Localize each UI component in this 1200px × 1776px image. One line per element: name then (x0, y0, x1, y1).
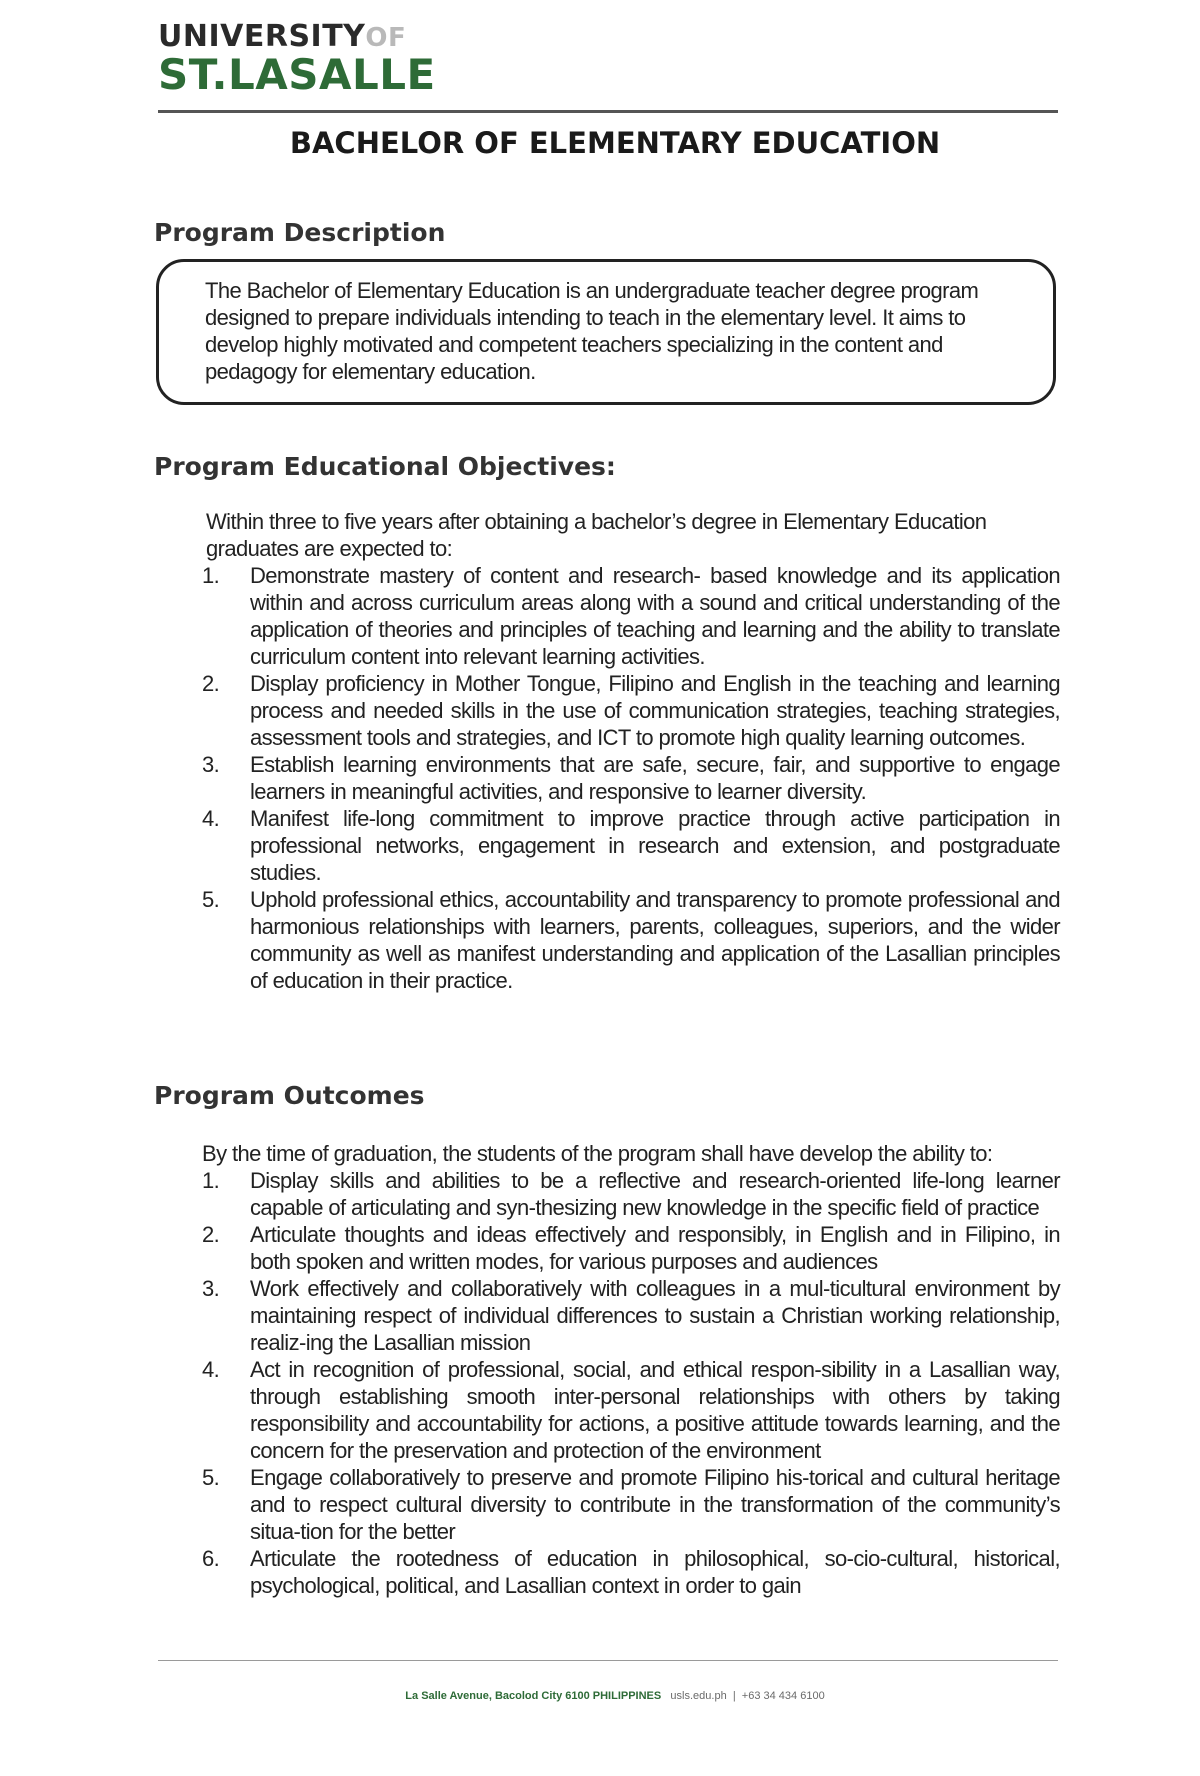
outcomes-intro: By the time of graduation, the students of the program shall have develop the ability to: (202, 1141, 993, 1166)
outcome-text: Work effectively and collaboratively with colleagues in a mul-ticultural environment by maintaining respect of individual differences to sustain a Christian working relationship, realiz-ing the Lasallian mission (250, 1276, 1060, 1355)
list-number: 5. (202, 887, 220, 912)
list-number: 1. (202, 563, 220, 588)
outcome-item (202, 1464, 1060, 1545)
header-divider (158, 110, 1058, 113)
list-number: 6. (202, 1546, 220, 1571)
objective-text: Demonstrate mastery of content and research- based knowledge and its application within and across curriculum areas along with a sound and critical understanding of the application of theories and principles of teaching and learning and the ability to translate curriculum content into relevant learning activities. (250, 563, 1060, 669)
document-title: BACHELOR OF ELEMENTARY EDUCATION (289, 126, 941, 160)
outcomes-list (202, 1167, 1060, 1599)
footer-address: La Salle Avenue, Bacolod City 6100 PHILIPPINES (405, 1690, 662, 1702)
objectives-list (202, 562, 1060, 994)
objective-text: Display proficiency in Mother Tongue, Filipino and English in the teaching and learning process and needed skills in the use of communication strategies, teaching strategies, assessment tools and strategies, and ICT to promote high quality learning outcomes. (250, 671, 1060, 750)
outcome-text: Engage collaboratively to preserve and promote Filipino his-torical and cultural heritage and to respect cultural diversity to contribute in the transformation of the community’s situa-tion for the better (250, 1465, 1060, 1544)
list-number: 5. (202, 1465, 220, 1490)
objective-item (202, 886, 1060, 994)
outcome-item (202, 1167, 1060, 1221)
footer-website: usls.edu.ph (670, 1690, 727, 1702)
outcome-item (202, 1356, 1060, 1464)
footer-divider (158, 1660, 1058, 1661)
objective-item (202, 805, 1060, 886)
outcome-item (202, 1275, 1060, 1356)
objective-text: Manifest life-long commitment to improve practice through active participation in professional networks, engagement in research and extension, and postgraduate studies. (250, 806, 1060, 885)
program-description-box (156, 259, 1056, 405)
objectives-heading: Program Educational Objectives: (154, 452, 616, 481)
objective-text: Establish learning environments that are safe, secure, fair, and supportive to engage learners in meaningful activities, and responsive to learner diversity. (250, 752, 1060, 804)
list-number: 2. (202, 1222, 220, 1247)
objectives-intro: Within three to five years after obtaining a bachelor’s degree in Elementary Education graduates are expected to: (206, 509, 987, 561)
list-number: 2. (202, 671, 220, 696)
list-number: 4. (202, 1357, 220, 1382)
outcome-item (202, 1221, 1060, 1275)
list-number: 4. (202, 806, 220, 831)
program-description-heading: Program Description (154, 218, 446, 247)
outcomes-heading: Program Outcomes (154, 1081, 425, 1110)
logo-university-text: UNIVERSITY (158, 19, 366, 54)
list-number: 3. (202, 752, 220, 777)
footer-separator: | (732, 1690, 736, 1702)
outcome-item (202, 1545, 1060, 1599)
list-number: 1. (202, 1168, 220, 1193)
objective-item (202, 670, 1060, 751)
university-logo (158, 19, 436, 99)
program-description-text: The Bachelor of Elementary Education is an undergraduate teacher degree program designed to prepare individuals intending to teach in the elementary level. It aims to develop highly motivated and competent teachers specializing in the content and pedagogy for elementary education. (205, 278, 979, 384)
objective-item (202, 751, 1060, 805)
outcome-text: Act in recognition of professional, social, and ethical respon-sibility in a Lasallian way, through establishing smooth inter-personal relationships with others by taking responsibility and accountability for actions, a positive attitude towards learning, and the concern for the preservation and protection of the environment (250, 1357, 1060, 1463)
list-number: 3. (202, 1276, 220, 1301)
page-footer (0, 1690, 1200, 1702)
outcome-text: Articulate thoughts and ideas effectively and responsibly, in English and in Filipino, in both spoken and written modes, for various purposes and audiences (250, 1222, 1060, 1274)
outcome-text: Articulate the rootedness of education in philosophical, so-cio-cultural, historical, psychological, political, and Lasallian context in order to gain (250, 1546, 1060, 1598)
logo-st-lasalle-text: ST.LASALLE (158, 50, 436, 99)
objective-text: Uphold professional ethics, accountability and transparency to promote professional and harmonious relationships with learners, parents, colleagues, superiors, and the wider community as well as manifest understanding and application of the Lasallian principles of education in their practice. (250, 887, 1060, 993)
outcome-text: Display skills and abilities to be a reflective and research-oriented life-long learner capable of articulating and syn-thesizing new knowledge in the specific field of practice (250, 1168, 1060, 1220)
objective-item (202, 562, 1060, 670)
logo-of-text: OF (365, 23, 407, 53)
footer-phone: +63 34 434 6100 (741, 1690, 825, 1702)
